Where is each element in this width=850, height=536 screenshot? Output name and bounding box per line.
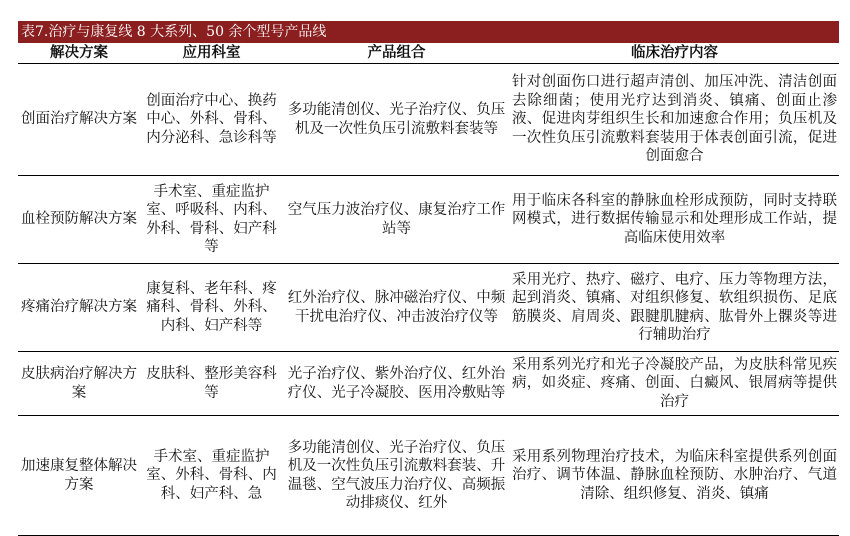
table-row xyxy=(18,176,839,264)
products-cell: 红外治疗仪、脉冲磁治疗仪、中频干扰电治疗仪、冲击波治疗仪等 xyxy=(283,264,510,352)
table-title: 表7.治疗与康复线 8 大系列、50 余个型号产品线 xyxy=(18,21,839,43)
clinical-content-cell: 采用系列光疗和光子冷凝胶产品，为皮肤科常见疾病，如炎症、疼痛、创面、白癜风、银屑病等提供治疗 xyxy=(510,352,839,416)
products-cell: 空气压力波治疗仪、康复治疗工作站等 xyxy=(283,176,510,264)
products-cell: 多功能清创仪、光子治疗仪、负压机及一次性负压引流敷料套装等 xyxy=(283,64,510,176)
clinical-content-cell: 采用光疗、热疗、磁疗、电疗、压力等物理方法，起到消炎、镇痛、对组织修复、软组织损伤、足底筋膜炎、肩周炎、跟腱肌腱病、肱骨外上髁炎等进行辅助治疗 xyxy=(510,264,839,352)
solution-cell: 创面治疗解决方案 xyxy=(18,64,140,176)
solution-cell: 加速康复整体解决方案 xyxy=(18,416,140,536)
column-header-products: 产品组合 xyxy=(283,43,510,64)
solution-cell: 疼痛治疗解决方案 xyxy=(18,264,140,352)
department-cell: 皮肤科、整形美容科等 xyxy=(140,352,283,416)
table-row xyxy=(18,416,839,536)
clinical-content-cell: 用于临床各科室的静脉血栓形成预防，同时支持联网模式，进行数据传输显示和处理形成工作站，提高临床使用效率 xyxy=(510,176,839,264)
solution-cell: 皮肤病治疗解决方案 xyxy=(18,352,140,416)
column-header-dept: 应用科室 xyxy=(140,43,283,64)
clinical-content-cell: 采用系列物理治疗技术，为临床科室提供系列创面治疗、调节体温、静脉血栓预防、水肿治疗、气道清除、组织修复、消炎、镇痛 xyxy=(510,416,839,536)
column-header-content: 临床治疗内容 xyxy=(510,43,839,64)
table-row xyxy=(18,264,839,352)
department-cell: 创面治疗中心、换药中心、外科、骨科、内分泌科、急诊科等 xyxy=(140,64,283,176)
table-row xyxy=(18,64,839,176)
department-cell: 手术室、重症监护室、外科、骨科、内科、妇产科、急 xyxy=(140,416,283,536)
department-cell: 康复科、老年科、疼痛科、骨科、外科、内科、妇产科等 xyxy=(140,264,283,352)
products-cell: 多功能清创仪、光子治疗仪、负压机及一次性负压引流敷料套装、升温毯、空气波压力治疗仪、高频振动排痰仪、红外 xyxy=(283,416,510,536)
product-line-table xyxy=(18,43,839,536)
clinical-content-cell: 针对创面伤口进行超声清创、加压冲洗、清洁创面去除细菌；使用光疗达到消炎、镇痛、创面止渗液、促进肉芽组织生长和加速愈合作用；负压机及一次性负压引流敷料套装用于体表创面引流，促进创面愈合 xyxy=(510,64,839,176)
table-header-row xyxy=(18,43,839,64)
solution-cell: 血栓预防解决方案 xyxy=(18,176,140,264)
column-header-plan: 解决方案 xyxy=(18,43,140,64)
department-cell: 手术室、重症监护室、呼吸科、内科、外科、骨科、妇产科等 xyxy=(140,176,283,264)
products-cell: 光子治疗仪、紫外治疗仪、红外治疗仪、光子冷凝胶、医用冷敷贴等 xyxy=(283,352,510,416)
table-row xyxy=(18,352,839,416)
